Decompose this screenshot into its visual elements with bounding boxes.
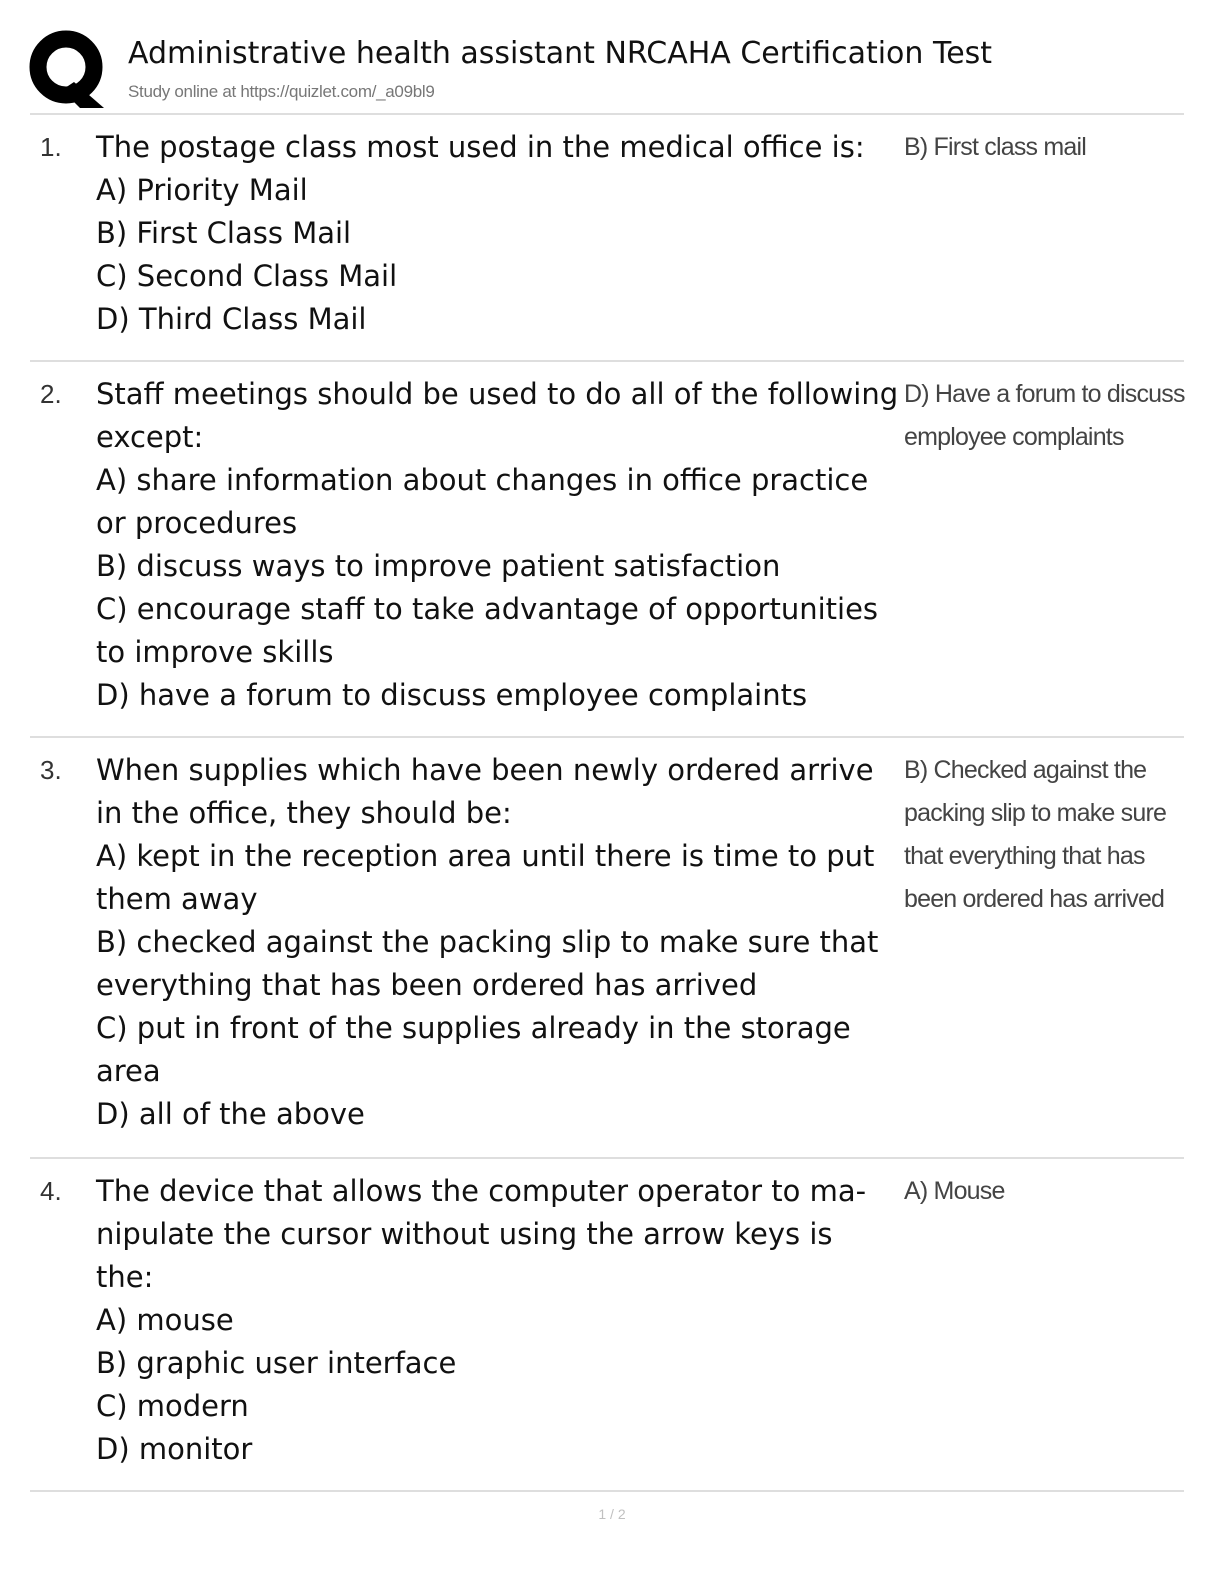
option-a-cont: or procedures <box>96 506 298 540</box>
option-a: A) share information about changes in office practice <box>96 463 869 497</box>
answer-text <box>904 373 1184 459</box>
question-line: the: <box>96 1260 154 1294</box>
answer-text <box>904 126 1184 169</box>
question-line: The device that allows the computer operator to ma- <box>96 1174 867 1208</box>
question-line: in the office, they should be: <box>96 796 512 830</box>
answer-line: been ordered has arrived <box>904 885 1165 913</box>
page-header <box>28 28 1188 112</box>
question-text <box>96 749 896 1136</box>
question-number: 1. <box>40 132 62 162</box>
option-c: C) put in front of the supplies already in the storage <box>96 1011 851 1045</box>
option-d: D) Third Class Mail <box>96 302 367 336</box>
study-link[interactable]: Study online at https://quizlet.com/_a09bl9 <box>128 82 435 101</box>
answer-line: packing slip to make sure <box>904 799 1167 827</box>
quizlet-logo-icon <box>28 28 108 108</box>
option-d: D) monitor <box>96 1432 253 1466</box>
page-title: Administrative health assistant NRCAHA Certification Test <box>128 36 993 71</box>
answer-line: B) Checked against the <box>904 756 1147 784</box>
option-c: C) encourage staff to take advantage of opportunities <box>96 592 879 626</box>
option-b: B) checked against the packing slip to make sure that <box>96 925 879 959</box>
option-b: B) First Class Mail <box>96 216 352 250</box>
divider <box>30 113 1184 115</box>
answer-line: employee complaints <box>904 423 1124 451</box>
question-text <box>96 373 899 717</box>
option-a: A) Priority Mail <box>96 173 308 207</box>
question-line: except: <box>96 420 204 454</box>
question-text <box>96 126 896 341</box>
question-line: nipulate the cursor without using the arrow keys is <box>96 1217 833 1251</box>
option-b: B) discuss ways to improve patient satisfaction <box>96 549 781 583</box>
question-number: 3. <box>40 755 62 785</box>
question-line: The postage class most used in the medical office is: <box>96 130 865 164</box>
option-a: A) kept in the reception area until there is time to put <box>96 839 875 873</box>
option-c: C) modern <box>96 1389 249 1423</box>
option-c: C) Second Class Mail <box>96 259 398 293</box>
answer-line: B) First class mail <box>904 133 1087 161</box>
question-line: When supplies which have been newly ordered arrive <box>96 753 874 787</box>
answer-text <box>904 1170 1184 1213</box>
page-number: 1 / 2 <box>598 1506 626 1522</box>
option-b: B) graphic user interface <box>96 1346 457 1380</box>
question-number: 2. <box>40 379 62 409</box>
option-a-cont: them away <box>96 882 258 916</box>
divider <box>30 1490 1184 1492</box>
question-number: 4. <box>40 1176 62 1206</box>
answer-line: D) Have a forum to discuss <box>904 380 1185 408</box>
option-c-cont: to improve skills <box>96 635 334 669</box>
divider <box>30 736 1184 738</box>
question-line: Staff meetings should be used to do all of the following <box>96 377 899 411</box>
answer-line: that everything that has <box>904 842 1145 870</box>
answer-text <box>904 749 1184 921</box>
option-c-cont: area <box>96 1054 161 1088</box>
option-a: A) mouse <box>96 1303 234 1337</box>
divider <box>30 360 1184 362</box>
question-text <box>96 1170 896 1471</box>
option-d: D) all of the above <box>96 1097 365 1131</box>
answer-line: A) Mouse <box>904 1177 1005 1205</box>
option-d: D) have a forum to discuss employee complaints <box>96 678 808 712</box>
divider <box>30 1157 1184 1159</box>
option-b-cont: everything that has been ordered has arrived <box>96 968 758 1002</box>
